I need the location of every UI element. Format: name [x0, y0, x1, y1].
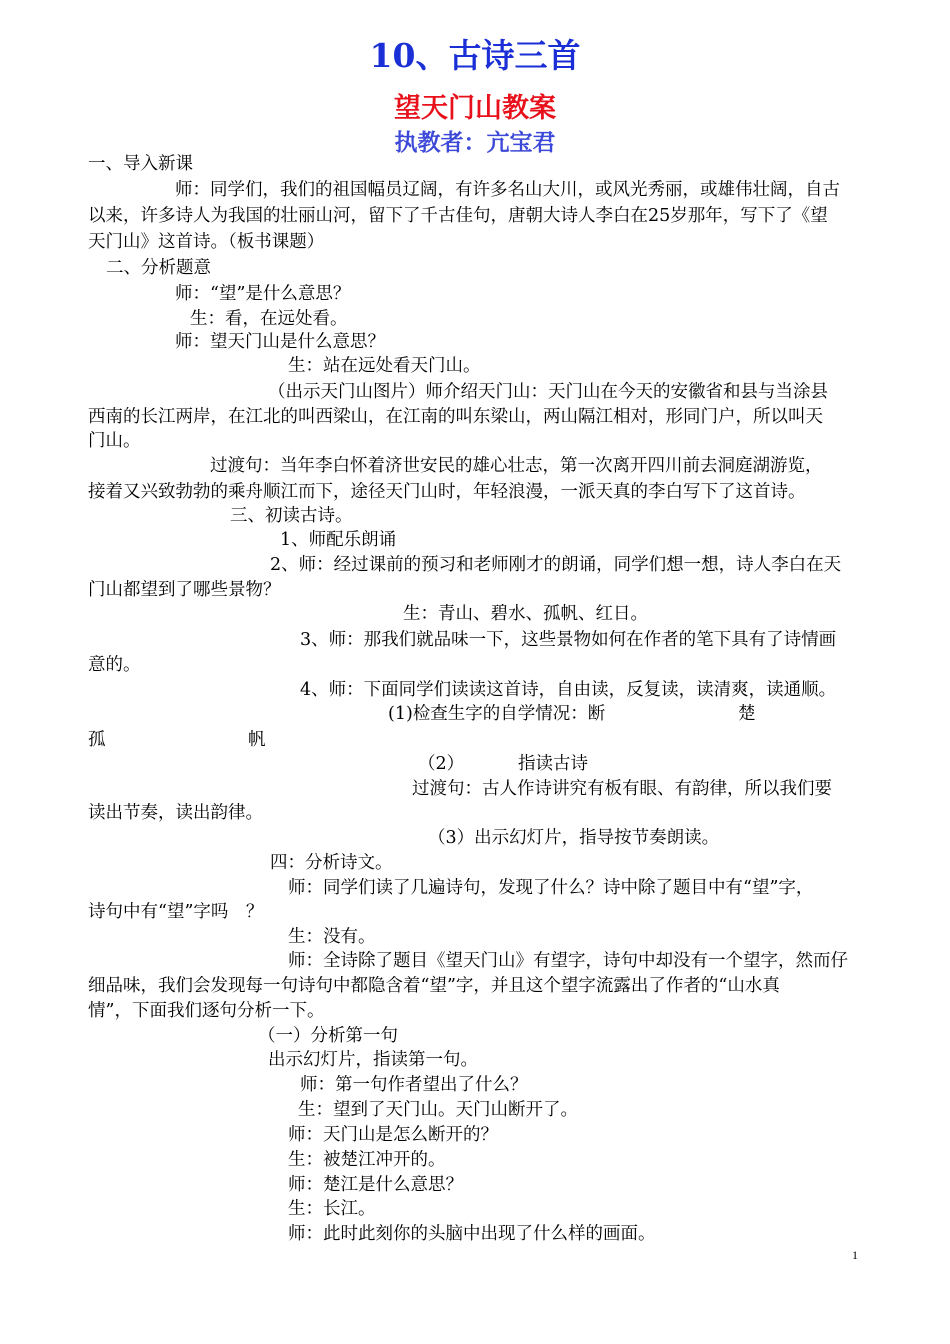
step-line: 1、师配乐朗诵: [280, 530, 397, 550]
paragraph-line: 以来，许多诗人为我国的壮丽山河，留下了千古佳句，唐朝大诗人李白在25岁那年，写下了《望: [88, 206, 828, 226]
character-item: 楚: [738, 704, 756, 724]
paragraph-line: 接着又兴致勃勃的乘舟顺江而下，途径天门山时，年轻浪漫，一派天真的李白写下了这首诗。: [88, 482, 806, 502]
dialogue-line: 师：此时此刻你的头脑中出现了什么样的画面。: [288, 1224, 656, 1244]
paragraph-line: 意的。: [88, 655, 141, 675]
paragraph-line: 师：同学们，我们的祖国幅员辽阔，有许多名山大川，或风光秀丽，或雄伟壮阔，自古: [175, 180, 840, 200]
section-heading: 二、分析题意: [106, 258, 211, 278]
dialogue-line: 生：长江。: [288, 1199, 376, 1219]
dialogue-line: 生：望到了天门山。天门山断开了。: [298, 1100, 578, 1120]
paragraph-line: 门山都望到了哪些景物？: [88, 580, 281, 600]
sub-step-number: （2）: [418, 754, 465, 774]
dialogue-line: 生：看，在远处看。: [190, 309, 348, 329]
paragraph-line: 情”，下面我们逐句分析一下。: [88, 1001, 325, 1021]
document-title: 10、古诗三首: [369, 36, 581, 75]
subsection-heading: （一）分析第一句: [258, 1026, 398, 1046]
section-heading: 三、初读古诗。: [230, 506, 353, 526]
sub-step-line: 指读古诗: [518, 754, 588, 774]
step-line: 4、师：下面同学们读读这首诗，自由读，反复读，读清爽，读通顺。: [300, 680, 837, 700]
dialogue-line: 师：全诗除了题目《望天门山》有望字，诗句中却没有一个望字，然而仔: [288, 951, 848, 971]
page-number: 1: [852, 1248, 858, 1262]
paragraph-line: 读出节奏，读出韵律。: [88, 803, 263, 823]
lesson-plan-title: 望天门山教案: [394, 93, 556, 124]
dialogue-line: 师：同学们读了几遍诗句，发现了什么？诗中除了题目中有“望”字，: [288, 878, 814, 898]
paragraph-line: 细品味，我们会发现每一句诗句中都隐含着“望”字，并且这个望字流露出了作者的“山水真: [88, 976, 780, 996]
dialogue-line: 师：楚江是什么意思？: [288, 1175, 463, 1195]
character-item: 帆: [248, 730, 266, 750]
paragraph-line: 门山。: [88, 431, 141, 451]
sub-step-line: （3）出示幻灯片，指导按节奏朗读。: [428, 828, 720, 848]
dialogue-line: 生：被楚江冲开的。: [288, 1150, 446, 1170]
dialogue-line: 师：天门山是怎么断开的？: [288, 1125, 498, 1145]
dialogue-line: 师：望天门山是什么意思？: [175, 332, 385, 352]
dialogue-line: 生：青山、碧水、孤帆、红日。: [403, 604, 648, 624]
dialogue-line: 师：“望”是什么意思？: [175, 284, 351, 304]
paragraph-line: 出示幻灯片，指读第一句。: [268, 1050, 478, 1070]
dialogue-line: 师：第一句作者望出了什么？: [300, 1075, 528, 1095]
dialogue-line: 生：站在远处看天门山。: [288, 356, 481, 376]
paragraph-line: （出示天门山图片）师介绍天门山：天门山在今天的安徽省和县与当涂县: [268, 382, 828, 402]
paragraph-line: 过渡句：古人作诗讲究有板有眼、有韵律，所以我们要: [412, 779, 832, 799]
paragraph-line: 西南的长江两岸，在江北的叫西梁山，在江南的叫东梁山，两山隔江相对，形同门户，所以叫天: [88, 407, 823, 427]
paragraph-line: 过渡句：当年李白怀着济世安民的雄心壮志，第一次离开四川前去洞庭湖游览，: [210, 456, 823, 476]
section-heading: 一、导入新课: [88, 154, 193, 174]
dialogue-line: 生：没有。: [288, 927, 376, 947]
sub-step-line: (1)检查生字的自学情况：断: [388, 704, 606, 724]
author-line: 执教者：亢宝君: [394, 129, 556, 156]
paragraph-line: 诗句中有“望”字吗 ？: [88, 902, 264, 922]
paragraph-line: 天门山》这首诗。（板书课题）: [88, 232, 325, 252]
step-line: 2、师：经过课前的预习和老师刚才的朗诵，同学们想一想，诗人李白在天: [270, 555, 842, 575]
character-item: 孤: [88, 730, 106, 750]
step-line: 3、师：那我们就品味一下，这些景物如何在作者的笔下具有了诗情画: [300, 630, 837, 650]
section-heading: 四：分析诗文。: [270, 853, 393, 873]
